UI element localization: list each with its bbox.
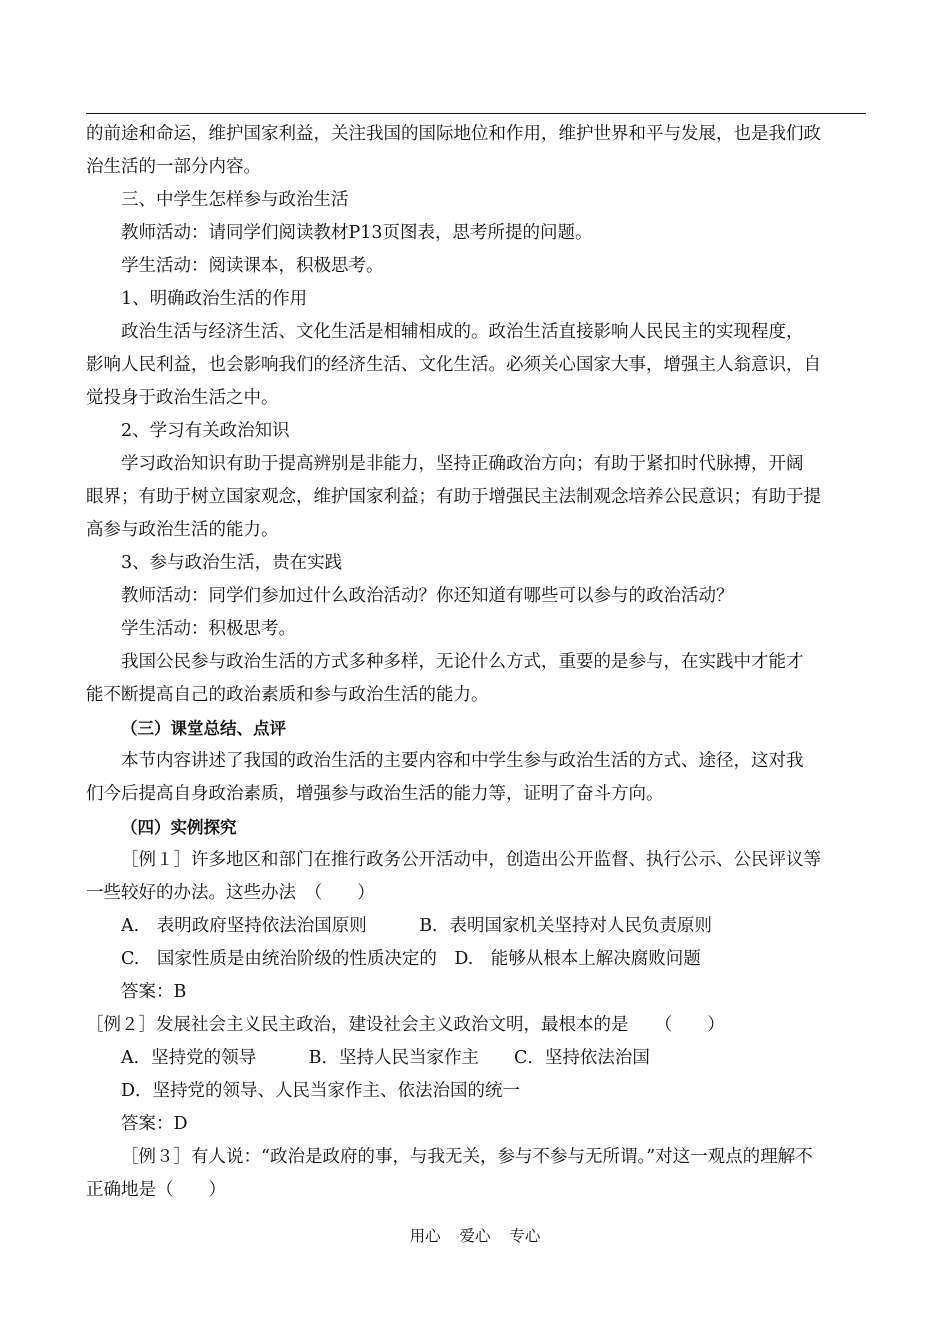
text-line: 答案：B (121, 982, 187, 1002)
text-line: 觉投身于政治生活之中。 (86, 388, 279, 408)
text-line: 高参与政治生活的能力。 (86, 520, 279, 540)
text-line: D．坚持党的领导、人民当家作主、依法治国的统一 (121, 1081, 521, 1101)
text-line: 们今后提高自身政治素质，增强参与政治生活的能力等，证明了奋斗方向。 (86, 784, 664, 804)
document-body (86, 118, 866, 1207)
section-heading: （三）课堂总结、点评 (121, 719, 286, 738)
text-line: 三、中学生怎样参与政治生活 (121, 190, 349, 210)
text-line: 治生活的一部分内容。 (86, 157, 261, 177)
text-line: 教师活动：同学们参加过什么政治活动？你还知道有哪些可以参与的政治活动？ (121, 586, 734, 606)
section-heading: （四）实例探究 (121, 818, 237, 837)
text-line: 答案：D (121, 1114, 188, 1134)
text-line: 2、学习有关政治知识 (121, 421, 290, 441)
text-line: 能不断提高自己的政治素质和参与政治生活的能力。 (86, 685, 489, 705)
text-line: ［例１］许多地区和部门在推行政务公开活动中，创造出公开监督、执行公示、公民评议等 (121, 850, 821, 870)
text-line: A．坚持党的领导 B．坚持人民当家作主 C．坚持依法治国 (121, 1048, 650, 1068)
page-footer: 用心 爱心 专心 (409, 1227, 541, 1245)
text-line: 教师活动：请同学们阅读教材P13页图表，思考所提的问题。 (121, 223, 593, 243)
text-line: 的前途和命运，维护国家利益，关注我国的国际地位和作用，维护世界和平与发展，也是我们政 (86, 124, 821, 144)
text-line: 学习政治知识有助于提高辨别是非能力，坚持正确政治方向；有助于紧扣时代脉搏，开阔 (121, 454, 804, 474)
text-line: 本节内容讲述了我国的政治生活的主要内容和中学生参与政治生活的方式、途径，这对我 (121, 751, 804, 771)
text-line: 1、明确政治生活的作用 (121, 289, 308, 309)
text-line: 眼界；有助于树立国家观念，维护国家利益；有助于增强民主法制观念培养公民意识；有助于提 (86, 487, 821, 507)
text-line: 正确地是（ ） (86, 1180, 226, 1200)
text-line: 政治生活与经济生活、文化生活是相辅相成的。政治生活直接影响人民民主的实现程度， (121, 322, 804, 342)
text-line: ［例２］发展社会主义民主政治，建设社会主义政治文明，最根本的是 （ ） (86, 1015, 725, 1035)
text-line: 学生活动：阅读课本，积极思考。 (121, 256, 384, 276)
text-line: C. 国家性质是由统治阶级的性质决定的 D. 能够从根本上解决腐败问题 (121, 949, 701, 969)
text-line: 3、参与政治生活，贵在实践 (121, 553, 343, 573)
text-line: 一些较好的办法。这些办法 （ ） (86, 883, 375, 903)
text-line: 学生活动：积极思考。 (121, 619, 296, 639)
text-line: A. 表明政府坚持依法治国原则 B．表明国家机关坚持对人民负责原则 (121, 916, 713, 936)
text-line: 影响人民利益，也会影响我们的经济生活、文化生活。必须关心国家大事，增强主人翁意识，自 (86, 355, 821, 375)
text-line: 我国公民参与政治生活的方式多种多样，无论什么方式，重要的是参与，在实践中才能才 (121, 652, 804, 672)
header-rule (86, 113, 866, 114)
text-line: ［例３］有人说：“政治是政府的事，与我无关，参与不参与无所谓。”对这一观点的理解不 (121, 1147, 813, 1167)
